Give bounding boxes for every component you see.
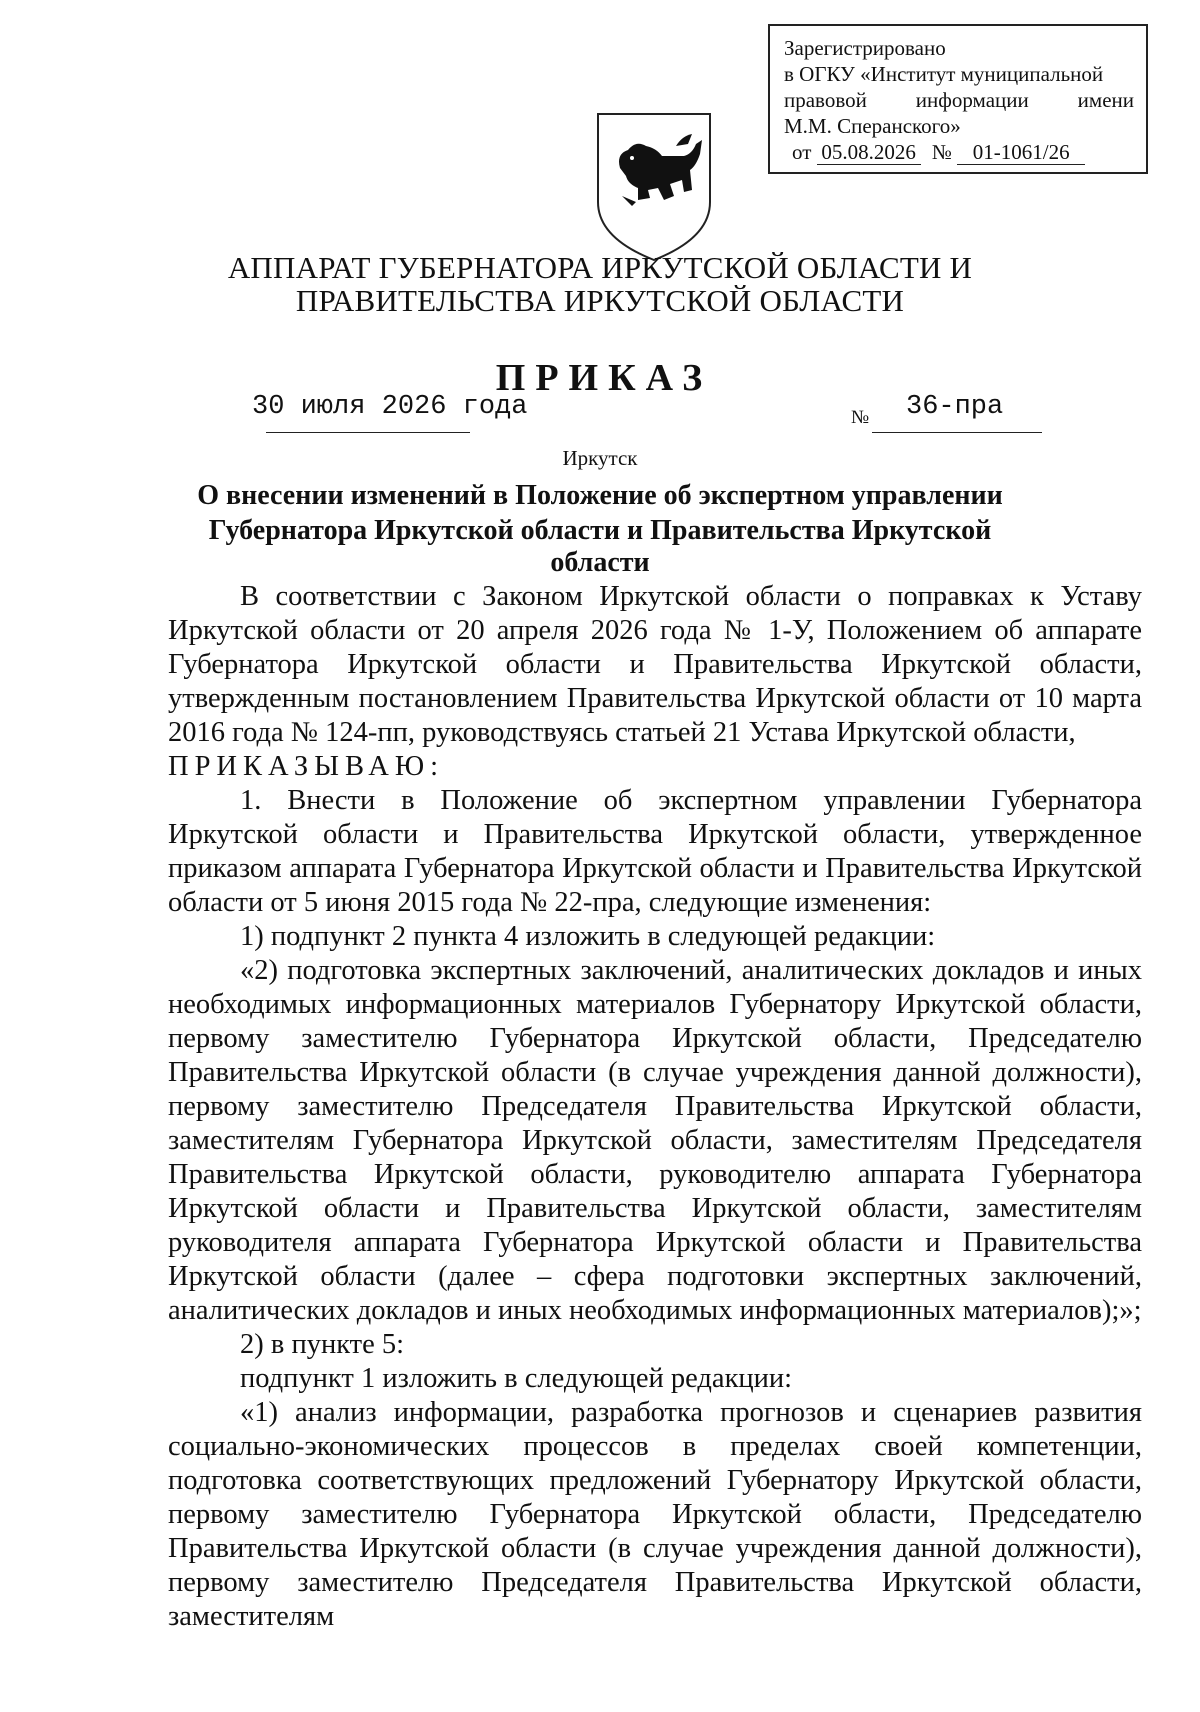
item-1-2-paragraph: 2) в пункте 5:	[240, 1329, 405, 1360]
preamble-paragraph: В соответствии с Законом Иркутской области о поправках к Уставу Иркутской области от 20 апреля 2026 года № 1-У, Положением об аппарате Губернатора Иркутской области и Правительства Иркутской области, утвержденным постановлением Правительства Иркутской области от 10 марта 2016 года № 124-пп, руководствуясь статьей 21 Устава Иркутской области,	[168, 581, 1142, 748]
document-body	[168, 580, 1142, 1634]
document-title-line-2: Губернатора Иркутской области и Правительства Иркутской области	[208, 515, 992, 578]
item-1-paragraph: 1. Внести в Положение об экспертном управлении Губернатора Иркутской области и Правительства Иркутской области, утвержденное приказом аппарата Губернатора Иркутской области и Правительства Иркутской области от 5 июня 2015 года № 22-пра, следующие изменения:	[168, 785, 1142, 918]
stamp-line-1: Зарегистрировано	[784, 36, 946, 60]
document-title-line-1: О внесении изменений в Положение об экспертном управлении	[197, 480, 1003, 511]
stamp-number-label: №	[931, 140, 952, 164]
order-date-underline	[266, 432, 470, 433]
order-word: ПРИКАЗЫВАЮ:	[168, 751, 445, 782]
stamp-word: информации	[915, 88, 1029, 112]
document-type: ПРИКАЗ	[495, 357, 713, 399]
organization-name-line-1: АППАРАТ ГУБЕРНАТОРА ИРКУТСКОЙ ОБЛАСТИ И	[227, 250, 973, 285]
quote-2-paragraph: «1) анализ информации, разработка прогнозов и сценариев развития социально-экономических процессов в пределах своей компетенции, подготовка соответствующих предложений Губернатору Иркутской области, первому заместителю Губернатора Иркутской области, Председателю Правительства Иркутской области (в случае учреждения данной должности), первому заместителю Председателя Правительства Иркутской области, заместителям	[168, 1397, 1142, 1632]
order-number-sign: №	[851, 407, 870, 428]
organization-name-line-2: ПРАВИТЕЛЬСТВА ИРКУТСКОЙ ОБЛАСТИ	[295, 283, 905, 318]
stamp-word: правовой	[784, 88, 867, 112]
stamp-line-4: М.М. Сперанского»	[784, 114, 961, 138]
stamp-date: 05.08.2026	[817, 140, 921, 165]
place-of-issue: Иркутск	[562, 446, 638, 470]
item-1-1-paragraph: 1) подпункт 2 пункта 4 изложить в следующей редакции:	[240, 921, 936, 952]
stamp-line-2: в ОГКУ «Институт муниципальной	[784, 62, 1104, 86]
irkutsk-coat-of-arms-icon	[592, 110, 716, 264]
stamp-word: имени	[1077, 88, 1134, 112]
order-date: 30 июля 2026 года	[252, 392, 528, 422]
stamp-registration-number	[792, 140, 1085, 165]
stamp-from-label: от	[792, 140, 812, 164]
stamp-line-3	[784, 88, 1134, 112]
order-number-underline	[872, 432, 1042, 433]
item-1-2-sub-paragraph: подпункт 1 изложить в следующей редакции:	[240, 1363, 793, 1394]
quote-1-paragraph: «2) подготовка экспертных заключений, аналитических докладов и иных необходимых информационных материалов Губернатору Иркутской области, первому заместителю Губернатора Иркутской области, Председателю Правительства Иркутской области (в случае учреждения данной должности), первому заместителю Председателя Правительства Иркутской области, заместителям Губернатора Иркутской области, заместителям Председателя Правительства Иркутской области, руководителю аппарата Губернатора Иркутской области и Правительства Иркутской области, заместителям руководителя аппарата Губернатора Иркутской области и Правительства Иркутской области (далее – сфера подготовки экспертных заключений, аналитических докладов и иных необходимых информационных материалов);»;	[168, 955, 1142, 1326]
registration-stamp	[768, 24, 1148, 174]
order-number: 36-пра	[906, 392, 1004, 422]
stamp-number: 01-1061/26	[957, 140, 1085, 165]
